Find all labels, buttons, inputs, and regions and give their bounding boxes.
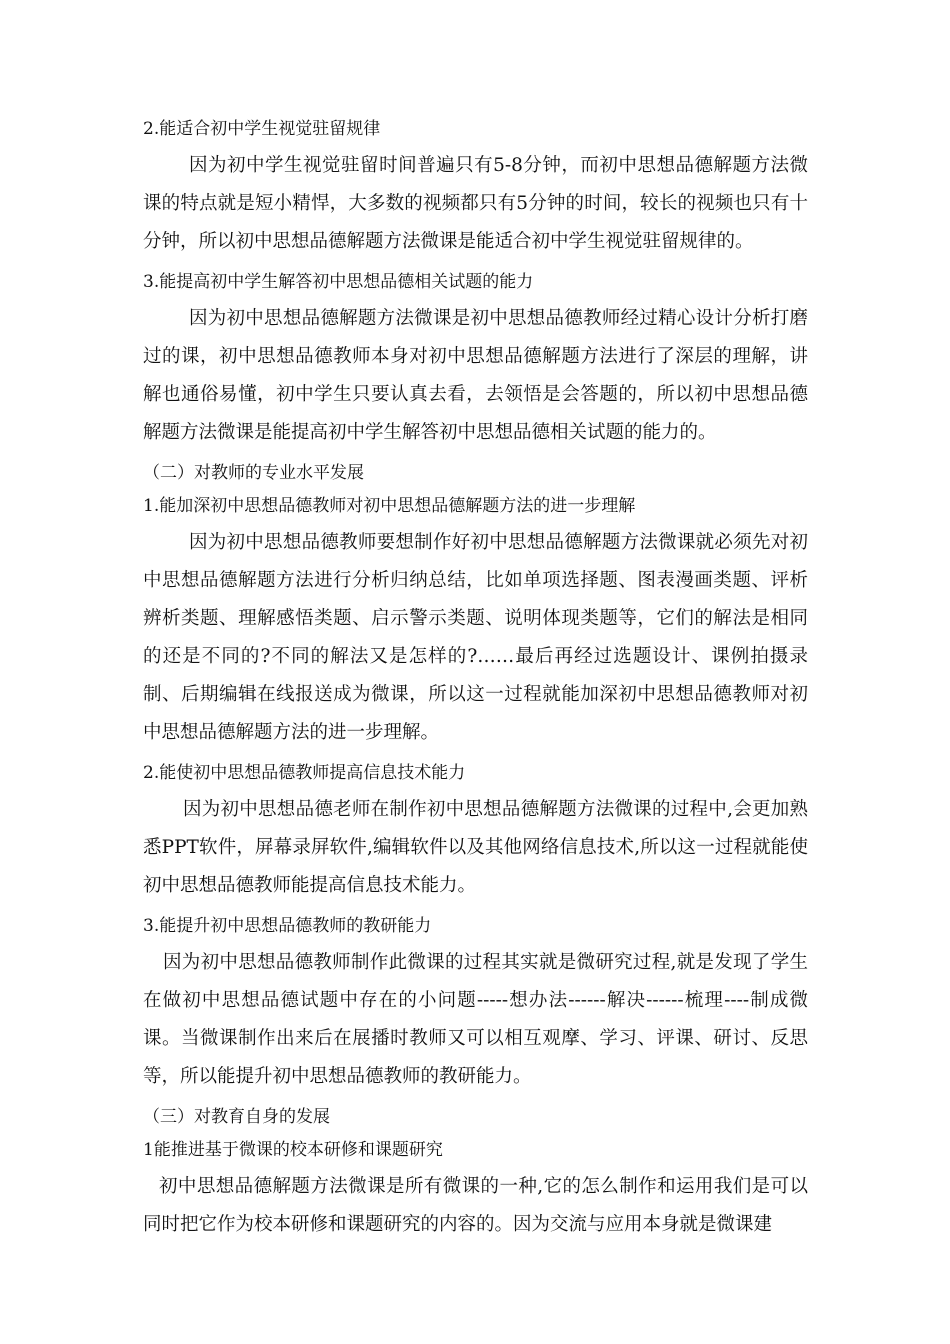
section-heading-deepen-understanding: 1.能加深初中思想品德教师对初中思想品德解题方法的进一步理解: [143, 496, 636, 516]
paragraph-it-ability: 因为初中思想品德老师在制作初中思想品德解题方法微课的过程中,会更加熟悉PPT软件，屏幕录屏软件,编辑软件以及其他网络信息技术,所以这一过程就能使初中思想品德教师能提高信息技术能力。: [143, 799, 808, 896]
paragraph-school-research: 初中思想品德解题方法微课是所有微课的一种,它的怎么制作和运用我们是可以同时把它作为校本研修和课题研究的内容的。因为交流与应用本身就是微课建: [143, 1176, 808, 1235]
paragraph-answer-ability: 因为初中思想品德解题方法微课是初中思想品德教师经过精心设计分析打磨过的课，初中思想品德教师本身对初中思想品德解题方法进行了深层的理解，讲解也通俗易懂，初中学生只要认真去看，去领悟是会答题的，所以初中思想品德解题方法微课是能提高初中学生解答初中思想品德相关试题的能力的。: [143, 308, 808, 443]
document-body: [143, 118, 808, 1244]
section-heading-research-ability: 3.能提升初中思想品德教师的教研能力: [143, 916, 432, 936]
section-heading-visual-retention: 2.能适合初中学生视觉驻留规律: [143, 119, 381, 139]
paragraph-deepen-understanding: 因为初中思想品德教师要想制作好初中思想品德解题方法微课就必须先对初中思想品德解题方法进行分析归纳总结，比如单项选择题、图表漫画类题、评析辨析类题、理解感悟类题、启示警示类题、说明体现类题等，它们的解法是相同的还是不同的?不同的解法又是怎样的?……最后再经过选题设计、课例拍摄录制、后期编辑在线报送成为微课，所以这一过程就能加深初中思想品德教师对初中思想品德解题方法的进一步理解。: [143, 532, 808, 743]
paragraph-visual-retention: 因为初中学生视觉驻留时间普遍只有5-8分钟，而初中思想品德解题方法微课的特点就是短小精悍，大多数的视频都只有5分钟的时间，较长的视频也只有十分钟，所以初中思想品德解题方法微课是能适合初中学生视觉驻留规律的。: [143, 155, 808, 252]
subsection-heading-education-development: （三）对教育自身的发展: [143, 1107, 330, 1127]
paragraph-research-ability: 因为初中思想品德教师制作此微课的过程其实就是微研究过程,就是发现了学生在做初中思想品德试题中存在的小问题-----想办法------解决------梳理----制成微课。当微课制作出来后在展播时教师又可以相互观摩、学习、评课、研讨、反思等，所以能提升初中思想品德教师的教研能力。: [143, 952, 808, 1087]
subsection-heading-teacher-development: （二）对教师的专业水平发展: [143, 463, 364, 483]
section-heading-school-research: 1能推进基于微课的校本研修和课题研究: [143, 1140, 443, 1160]
section-heading-it-ability: 2.能使初中思想品德教师提高信息技术能力: [143, 763, 466, 783]
section-heading-answer-ability: 3.能提高初中学生解答初中思想品德相关试题的能力: [143, 272, 534, 292]
